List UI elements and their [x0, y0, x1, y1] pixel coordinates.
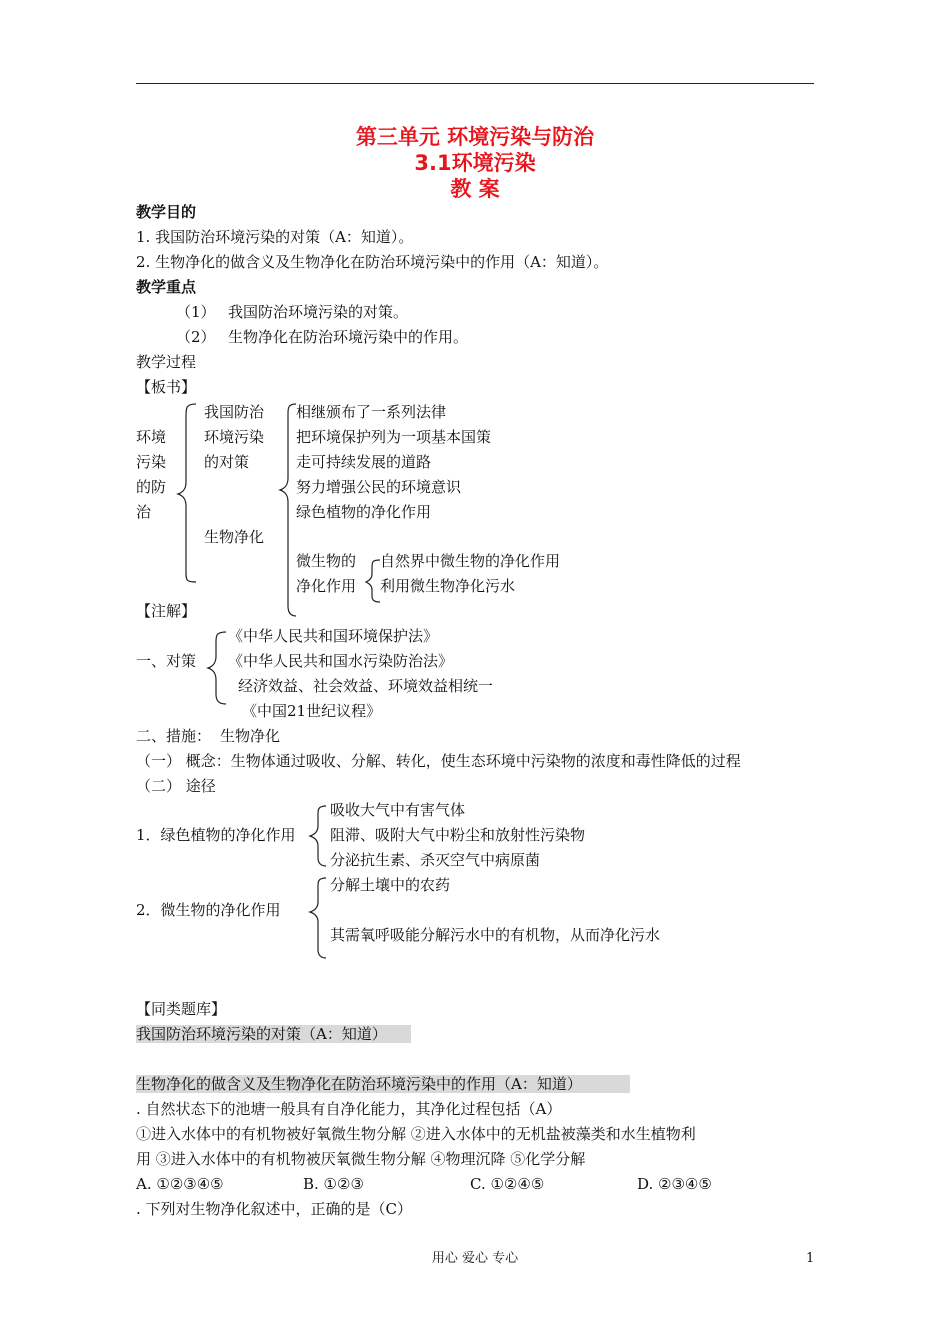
policy-item: 经济效益、社会效益、环境效益相统一: [238, 677, 494, 695]
page-number: 1: [806, 1251, 815, 1266]
board-item: 把环境保护列为一项基本国策: [296, 428, 492, 446]
focus-item: 我国防治环境污染的对策。: [228, 303, 409, 321]
board-branch1: 环境污染: [204, 428, 265, 446]
focus-heading: 教学重点: [136, 278, 197, 296]
green-item: 吸收大气中有害气体: [330, 801, 466, 819]
green-item: 分泌抗生素、杀灭空气中病原菌: [330, 851, 541, 869]
question: . 自然状态下的池塘一般具有自净化能力，其净化过程包括（A）: [136, 1100, 562, 1118]
board-branch2: 生物净化: [204, 528, 265, 546]
bank-heading: 【同类题库】: [136, 1000, 227, 1018]
policy-item: 《中国21世纪议程》: [242, 702, 382, 720]
board-micro-item: 利用微生物净化污水: [380, 577, 516, 595]
green-item: 阻滞、吸附大气中粉尘和放射性污染物: [330, 826, 586, 844]
measure-value: 生物净化: [220, 727, 281, 745]
bank-topic: 生物净化的做含义及生物净化在防治环境污染中的作用（A：知道）: [136, 1075, 630, 1093]
notes-heading: 【注解】: [136, 602, 197, 620]
board-item: 努力增强公民的环境意识: [296, 478, 462, 496]
board-micro-item: 自然界中微生物的净化作用: [380, 552, 561, 570]
focus-num: （2）: [176, 328, 216, 346]
section-title: 3.1环境污染: [414, 151, 536, 175]
policy-item: 《中华人民共和国环境保护法》: [228, 627, 439, 645]
goal-item: 1. 我国防治环境污染的对策（A：知道）。: [136, 228, 414, 246]
policy-item: 《中华人民共和国水污染防治法》: [228, 652, 454, 670]
board-micro: 净化作用: [296, 577, 357, 595]
question: . 下列对生物净化叙述中，正确的是（C）: [136, 1200, 413, 1218]
board-branch1: 我国防治: [204, 403, 265, 421]
board-root: 治: [136, 503, 152, 521]
board-root: 的防: [136, 478, 167, 496]
unit-title: 第三单元 环境污染与防治: [355, 125, 595, 149]
footer-motto: 用心 爱心 专心: [431, 1251, 519, 1266]
board-heading: 【板书】: [136, 378, 197, 396]
micro-item: 其需氧呼吸能分解污水中的有机物，从而净化污水: [330, 926, 661, 944]
measure-label: 二、措施：: [136, 727, 212, 745]
option-d: D. ②③④⑤: [637, 1175, 712, 1193]
option-c: C. ①②④⑤: [470, 1175, 545, 1193]
option-a: A. ①②③④⑤: [136, 1175, 224, 1193]
process-heading: 教学过程: [136, 353, 197, 371]
focus-num: （1）: [176, 303, 216, 321]
green-label: 1．绿色植物的净化作用: [136, 826, 296, 844]
option-b: B. ①②③: [303, 1175, 364, 1193]
lesson-plan-title: 教 案: [450, 177, 500, 201]
goals-heading: 教学目的: [136, 203, 197, 221]
board-item: 绿色植物的净化作用: [296, 503, 432, 521]
board-micro: 微生物的: [296, 552, 357, 570]
ways-heading: （二） 途径: [136, 777, 216, 795]
board-root: 环境: [136, 428, 167, 446]
board-branch1: 的对策: [204, 453, 250, 471]
question-choices-line: ①进入水体中的有机物被好氧微生物分解 ②进入水体中的无机盐被藻类和水生植物利: [136, 1125, 696, 1143]
board-item: 相继颁布了一系列法律: [296, 403, 447, 421]
question-choices-line: 用 ③进入水体中的有机物被厌氧微生物分解 ④物理沉降 ⑤化学分解: [136, 1150, 586, 1168]
concept-line: （一） 概念：生物体通过吸收、分解、转化，使生态环境中污染物的浓度和毒性降低的过程: [136, 752, 741, 770]
micro-item: 分解土壤中的农药: [330, 876, 451, 894]
policy-label: 一、对策: [136, 652, 197, 670]
goal-item: 2. 生物净化的做含义及生物净化在防治环境污染中的作用（A：知道）。: [136, 253, 609, 271]
focus-item: 生物净化在防治环境污染中的作用。: [228, 328, 469, 346]
bank-topic: 我国防治环境污染的对策（A：知道）: [136, 1025, 411, 1043]
board-root: 污染: [136, 453, 167, 471]
board-item: 走可持续发展的道路: [296, 453, 432, 471]
micro-label: 2．微生物的净化作用: [136, 901, 281, 919]
